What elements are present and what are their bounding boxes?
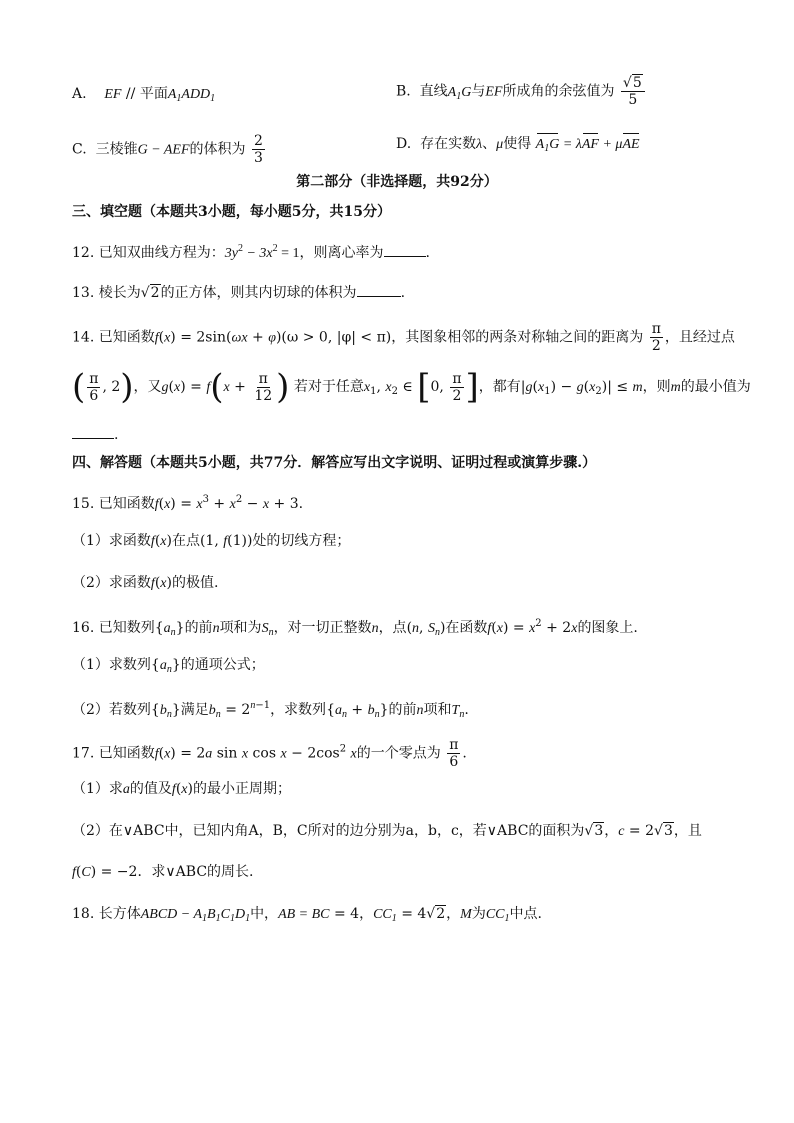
question-14-blank: . [72,424,118,445]
option-label: C. [72,141,87,158]
option-c: C. 三棱锥G − AEF的体积为 $\frac{2}{3}$ [72,133,263,166]
question-14: 14. 已知函数f(x) = 2sin(ωx + φ)(ω > 0, |φ| < π)，其图象相邻的两条对称轴之间的距离为 $\frac{\pi}{2}$ ，且经过点 [72,321,735,354]
question-18: 18. 长方体ABCD − $A_1B_1C_1D_1$中，AB = BC = 4，$CC_1 = 4√2$，M为$CC_1$中点. [72,906,542,924]
option-d: D. 存在实数λ、μ使得 $A_1G = \lambda AF + \mu AE$ [396,134,640,159]
question-16-part-2: （2）若数列$\{b_n\}$满足$b_n = 2^{n-1}$，求数列$\{a_n + b_n\}$的前n项和$T_n$. [72,700,469,720]
question-17: 17. 已知函数f(x) = 2a sin x $\cos x - 2\cos^2$ x的一个零点为 $\frac{\pi}{6}$ . [72,737,467,770]
question-15-part-1: （1）求函数f(x)在点(1, f(1))处的切线方程； [72,533,351,549]
question-16-part-1: （1）求数列$\{a_n\}$的通项公式； [72,657,265,675]
question-14-line-2: ( $\frac{\pi}{6}$ , 2)，又g(x) = f(x + $\frac{\pi}{12}$ ) 若对于任意$x_1$, $x_2$ ∈ [0, $\frac{\pi}{2}$ ]，都有$|g(x_1) - g(x_2)| \le m$，则m的最小值为 [72,367,751,407]
section-3-heading: 三、填空题（本题共3小题，每小题5分，共15分） [72,204,391,220]
question-17-part-2: （2）在∨ABC中，已知内角A，B，C所对的边分别为a，b，c，若∨ABC的面积为√3，c = 2√3，且 [72,823,702,839]
question-13: 13. 棱长为√2的正方体，则其内切球的体积为 . [72,282,405,303]
option-label: A. [72,86,87,102]
question-15: 15. 已知函数$f(x) = x^3 + x^2 - x + 3$. [72,494,304,512]
section-4-heading: 四、解答题（本题共5小题，共77分．解答应写出文字说明、证明过程或演算步骤.） [72,455,597,471]
question-12: 12. 已知双曲线方程为：$3y^2 - 3x^2 = 1$，则离心率为 . [72,243,430,261]
answer-blank[interactable] [357,282,401,297]
question-17-part-2-line-2: f(C) = −2．求∨ABC的周长. [72,864,254,880]
answer-blank[interactable] [384,242,426,257]
question-17-part-1: （1）求a的值及f(x)的最小正周期； [72,781,291,797]
volume-fraction: $\frac{2}{3}$ [254,133,263,166]
question-15-part-2: （2）求函数f(x)的极值. [72,575,219,591]
option-label: D. [396,136,412,152]
part-two-heading: 第二部分（非选择题，共92分） [296,174,498,190]
answer-blank[interactable] [72,424,114,439]
option-b: B. 直线$A_1G$与EF所成角的余弦值为 $\frac{√5}{5}$ [396,76,647,107]
option-label: B. [396,83,411,100]
cosine-fraction: $\frac{√5}{5}$ [621,76,645,107]
question-16: 16. 已知数列$\{a_n\}$的前n项和为$S_n$，对一切正整数n，点(n, $S_n$)在函数$f(x) = x^2 + 2x$的图象上. [72,618,638,638]
option-a: A. EF // 平面$A_1ADD_1$ [72,86,216,104]
